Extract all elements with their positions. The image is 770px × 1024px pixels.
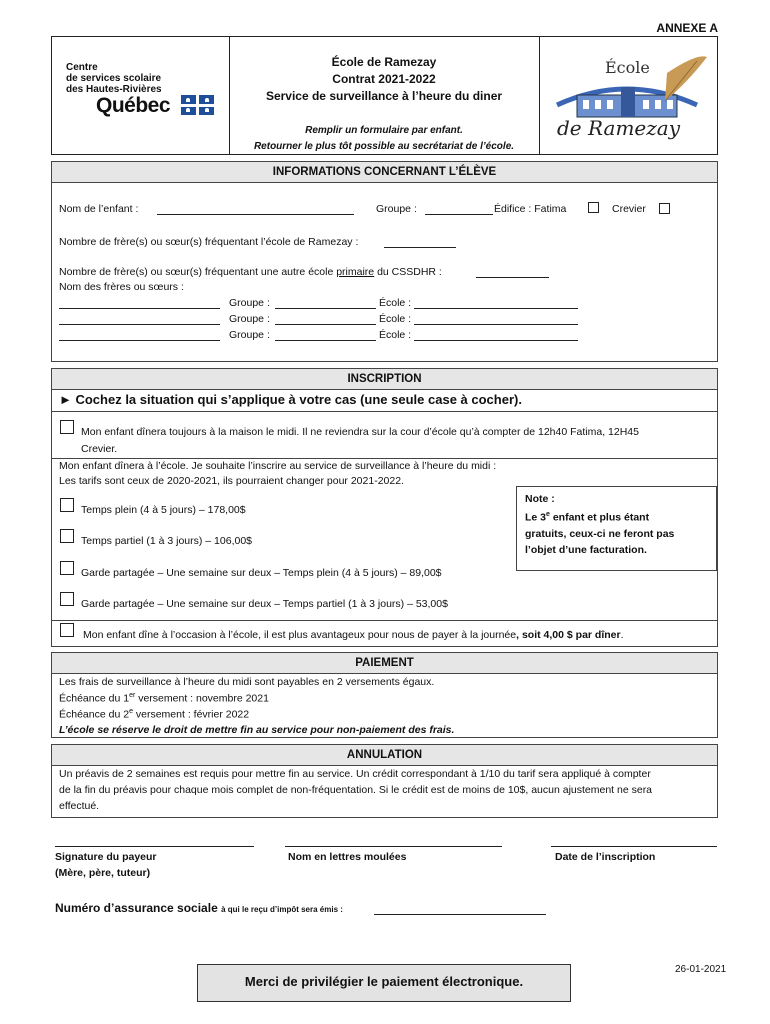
sibling-name-field[interactable]	[59, 308, 220, 309]
child-name-field[interactable]	[157, 214, 354, 215]
note-line: Le 3e enfant et plus étant	[525, 511, 650, 524]
sibling-school-field[interactable]	[414, 308, 578, 309]
school-logo-text: École	[605, 58, 650, 77]
document-date: 26-01-2021	[675, 964, 727, 975]
siblings-other-field[interactable]	[476, 277, 549, 278]
temps-partiel-checkbox[interactable]	[60, 529, 74, 543]
merci-banner: Merci de privilégier le paiement électronique.	[197, 964, 571, 1002]
sibling-group-label: Groupe :	[229, 329, 270, 341]
school-name: École de Ramezay	[331, 55, 437, 69]
signature-field[interactable]	[55, 846, 254, 847]
option-maison-text: Crevier.	[81, 443, 118, 455]
school-logo-icon	[547, 43, 709, 149]
signature-sublabel: (Mère, père, tuteur)	[55, 867, 151, 879]
paiement-warning: L’école se réserve le droit de mettre fin au service pour non-paiement des frais.	[59, 724, 455, 736]
signature-label: Signature du payeur	[55, 851, 157, 863]
siblings-ramezay-label: Nombre de frère(s) ou sœur(s) fréquentant l’école de Ramezay :	[59, 236, 359, 248]
inscription-instruction: ► Cochez la situation qui s’applique à votre cas (une seule case à cocher).	[59, 392, 522, 407]
siblings-ramezay-field[interactable]	[384, 247, 456, 248]
annexe-label: ANNEXE A	[656, 21, 718, 35]
sibling-group-field[interactable]	[275, 324, 376, 325]
sibling-school-label: École :	[379, 313, 412, 325]
sibling-school-field[interactable]	[414, 324, 578, 325]
crevier-checkbox[interactable]	[659, 203, 670, 214]
echeance-2: Échéance du 2e versement : février 2022	[59, 708, 250, 721]
siblings-other-label: Nombre de frère(s) ou sœur(s) fréquentant une autre école primaire du CSSDHR :	[59, 266, 442, 278]
note-box	[516, 486, 717, 571]
css-logo-line: de services scolaire	[66, 73, 162, 84]
header	[51, 36, 718, 155]
child-name-label: Nom de l’enfant :	[59, 203, 139, 215]
temps-partiel-label: Temps partiel (1 à 3 jours) – 106,00$	[81, 535, 253, 547]
sibling-school-label: École :	[379, 297, 412, 309]
echeance-1: Échéance du 1er versement : novembre 2021	[59, 692, 269, 705]
quebec-wordmark: Québec	[96, 94, 171, 117]
garde-partiel-label: Garde partagée – Une semaine sur deux – Temps partiel (1 à 3 jours) – 53,00$	[81, 598, 448, 610]
note-line: gratuits, ceux-ci ne feront pas	[525, 527, 675, 540]
header-title-block	[229, 37, 540, 154]
garde-plein-label: Garde partagée – Une semaine sur deux – Temps plein (4 à 5 jours) – 89,00$	[81, 567, 442, 579]
section-title: INFORMATIONS CONCERNANT L’ÉLÈVE	[52, 162, 717, 183]
sibling-school-label: École :	[379, 329, 412, 341]
date-field[interactable]	[551, 846, 717, 847]
section-title: INSCRIPTION	[52, 369, 717, 390]
sibling-group-field[interactable]	[275, 340, 376, 341]
sibling-name-field[interactable]	[59, 340, 220, 341]
school-logo-text: de Ramezay	[557, 116, 680, 140]
note-line: l’objet d’une facturation.	[525, 543, 647, 556]
printed-name-label: Nom en lettres moulées	[288, 851, 407, 863]
edifice-label: Édifice : Fatima	[494, 203, 567, 215]
temps-plein-checkbox[interactable]	[60, 498, 74, 512]
garde-plein-checkbox[interactable]	[60, 561, 74, 575]
printed-name-field[interactable]	[285, 846, 502, 847]
section-title: ANNULATION	[52, 745, 717, 766]
service-title: Service de surveillance à l’heure du diner	[265, 89, 503, 103]
nas-field[interactable]	[374, 914, 546, 915]
group-label: Groupe :	[376, 203, 417, 215]
siblings-names-label: Nom des frères ou sœurs :	[59, 281, 184, 293]
occasion-checkbox[interactable]	[60, 623, 74, 637]
css-logo-line: des Hautes-Rivières	[66, 84, 162, 95]
css-logo-line: Centre	[66, 62, 98, 73]
section-annulation	[51, 744, 718, 818]
sibling-name-field[interactable]	[59, 324, 220, 325]
section-title: PAIEMENT	[52, 653, 717, 674]
option-maison-checkbox[interactable]	[60, 420, 74, 434]
annulation-text: de la fin du préavis pour chaque mois complet de non-fréquentation. Si le crédit est de moins de 10$, aucun ajustement ne sera	[59, 784, 653, 796]
fatima-checkbox[interactable]	[588, 202, 599, 213]
option-maison-text: Mon enfant dînera toujours à la maison le midi. Il ne reviendra sur la cour d’école qu’à compter de 12h40 Fatima, 12H45	[81, 426, 639, 438]
contract-year: Contrat 2021-2022	[332, 72, 436, 86]
note-title: Note :	[525, 493, 555, 505]
annulation-text: Un préavis de 2 semaines est requis pour mettre fin au service. Un crédit correspondant à 1/10 du tarif sera appliqué à compter	[59, 768, 651, 780]
quebec-flag-icon	[181, 95, 214, 115]
crevier-label: Crevier	[612, 203, 646, 215]
garde-partiel-checkbox[interactable]	[60, 592, 74, 606]
occasion-text: Mon enfant dîne à l’occasion à l’école, il est plus avantageux pour nous de payer à la journée, soit 4,00 $ par dîner.	[83, 629, 624, 641]
date-label: Date de l’inscription	[555, 851, 656, 863]
paiement-text: Les frais de surveillance à l’heure du midi sont payables en 2 versements égaux.	[59, 676, 435, 688]
group-field[interactable]	[425, 214, 493, 215]
school-logo	[539, 37, 717, 154]
instruction-line: Remplir un formulaire par enfant.	[305, 125, 463, 136]
sibling-school-field[interactable]	[414, 340, 578, 341]
option-ecole-text: Mon enfant dînera à l’école. Je souhaite l’inscrire au service de surveillance à l’heure du midi :	[59, 460, 497, 472]
nas-label: Numéro d’assurance sociale à qui le reçu d’impôt sera émis :	[55, 901, 343, 915]
annulation-text: effectué.	[59, 800, 100, 812]
sibling-group-field[interactable]	[275, 308, 376, 309]
sibling-group-label: Groupe :	[229, 313, 270, 325]
instruction-line: Retourner le plus tôt possible au secrétariat de l’école.	[253, 141, 515, 152]
tarifs-text: Les tarifs sont ceux de 2020-2021, ils pourraient changer pour 2021-2022.	[59, 475, 404, 487]
temps-plein-label: Temps plein (4 à 5 jours) – 178,00$	[81, 504, 246, 516]
sibling-group-label: Groupe :	[229, 297, 270, 309]
css-logo	[52, 37, 230, 154]
